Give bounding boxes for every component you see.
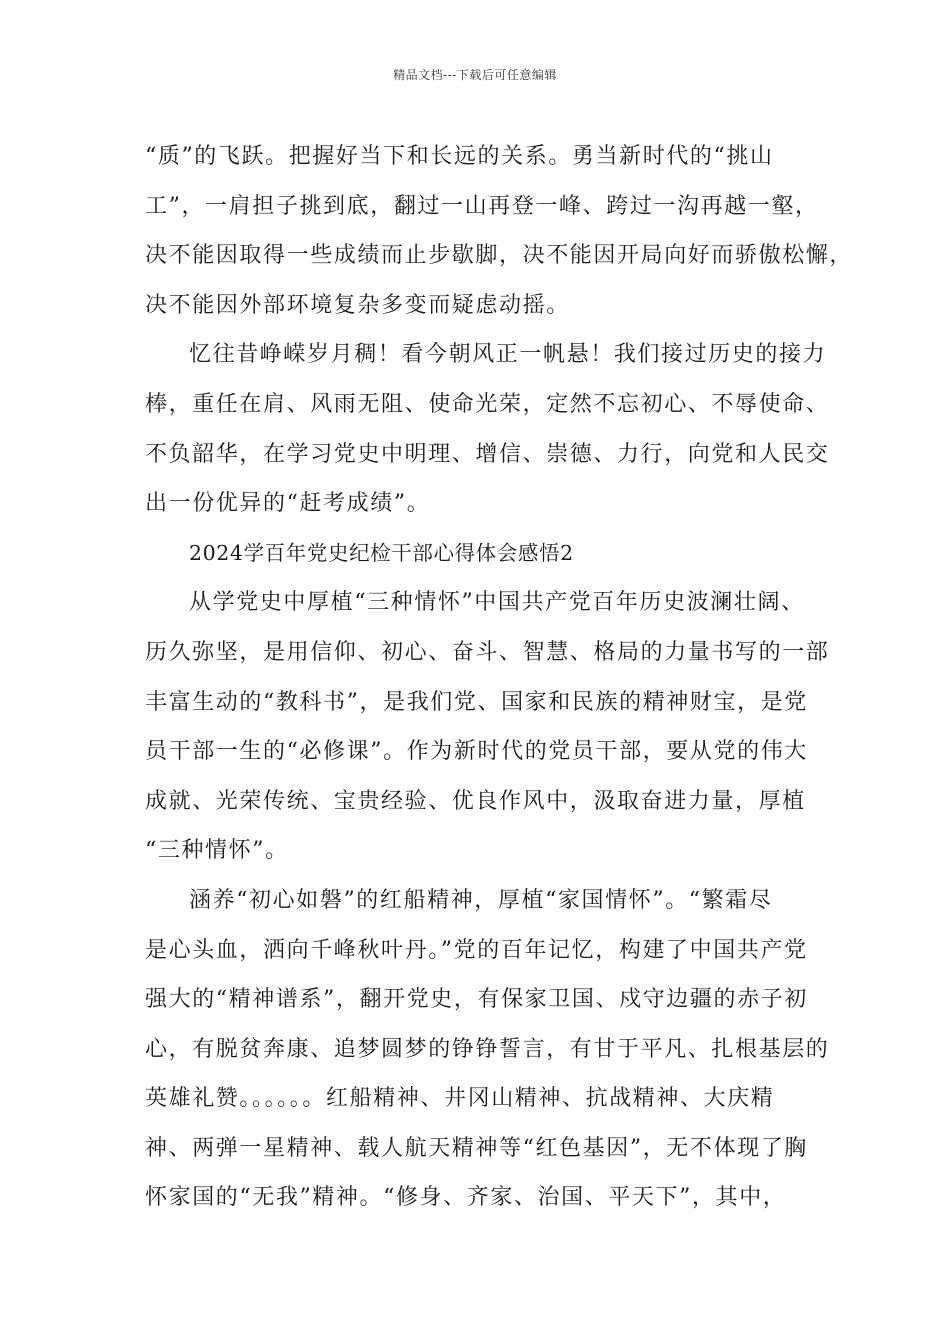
text-line: 神、两弹一星精神、载人航天精神等“红色基因”，无不体现了胸 bbox=[145, 1135, 808, 1161]
text-line: 英雄礼赞。。。。。。红船精神、井冈山精神、抗战精神、大庆精 bbox=[145, 1086, 775, 1112]
section-heading: 2024学百年党史纪检干部心得体会感悟2 bbox=[189, 540, 574, 565]
text-line: 心，有脱贫奔康、追梦圆梦的铮铮誓言，有甘于平凡、扎根基层的 bbox=[145, 1036, 830, 1062]
text-line: 丰富生动的“教科书”，是我们党、国家和民族的精神财宝，是党 bbox=[145, 689, 808, 715]
text-line: 成就、光荣传统、宝贵经验、优良作风中，汲取奋进力量，厚植 bbox=[145, 788, 806, 814]
text-line: 决不能因外部环境复杂多变而疑虑动摇。 bbox=[145, 292, 570, 318]
document-body bbox=[145, 132, 854, 1223]
text-line: 决不能因取得一些成绩而止步歇脚，决不能因开局向好而骄傲松懈， bbox=[145, 243, 854, 269]
text-line: 出一份优异的“赶考成绩”。 bbox=[145, 491, 431, 517]
text-line: 是心头血，洒向千峰秋叶丹。”党的百年记忆，构建了中国共产党 bbox=[145, 937, 808, 963]
text-line: “三种情怀”。 bbox=[145, 838, 289, 864]
paragraph-first-line: 涵养“初心如磐”的红船精神，厚植“家国情怀”。“繁霜尽 bbox=[189, 887, 773, 913]
text-line: “质”的飞跃。把握好当下和长远的关系。勇当新时代的“挑山 bbox=[145, 144, 774, 169]
page-header: 精品文档---下载后可任意编辑 bbox=[393, 68, 557, 82]
paragraph-first-line: 从学党史中厚植“三种情怀”中国共产党百年历史波澜壮阔、 bbox=[189, 590, 805, 616]
text-line: 员干部一生的“必修课”。作为新时代的党员干部，要从党的伟大 bbox=[145, 739, 808, 765]
text-line: 棒，重任在肩、风雨无阻、使命光荣，定然不忘初心、不辱使命、 bbox=[145, 391, 830, 417]
text-line: 怀家国的“无我”精神。“修身、齐家、治国、平天下”，其中， bbox=[145, 1185, 787, 1211]
text-line: 历久弥坚，是用信仰、初心、奋斗、智慧、格局的力量书写的一部 bbox=[145, 639, 830, 665]
text-line: 强大的“精神谱系”，翻开党史，有保家卫国、戍守边疆的赤子初 bbox=[145, 987, 808, 1013]
text-line: 不负韶华，在学习党史中明理、增信、崇德、力行，向党和人民交 bbox=[145, 441, 830, 467]
text-line: 工”，一肩担子挑到底，翻过一山再登一峰、跨过一沟再越一壑， bbox=[145, 193, 819, 219]
paragraph-first-line: 忆往昔峥嵘岁月稠！看今朝风正一帆悬！我们接过历史的接力 bbox=[189, 342, 827, 368]
